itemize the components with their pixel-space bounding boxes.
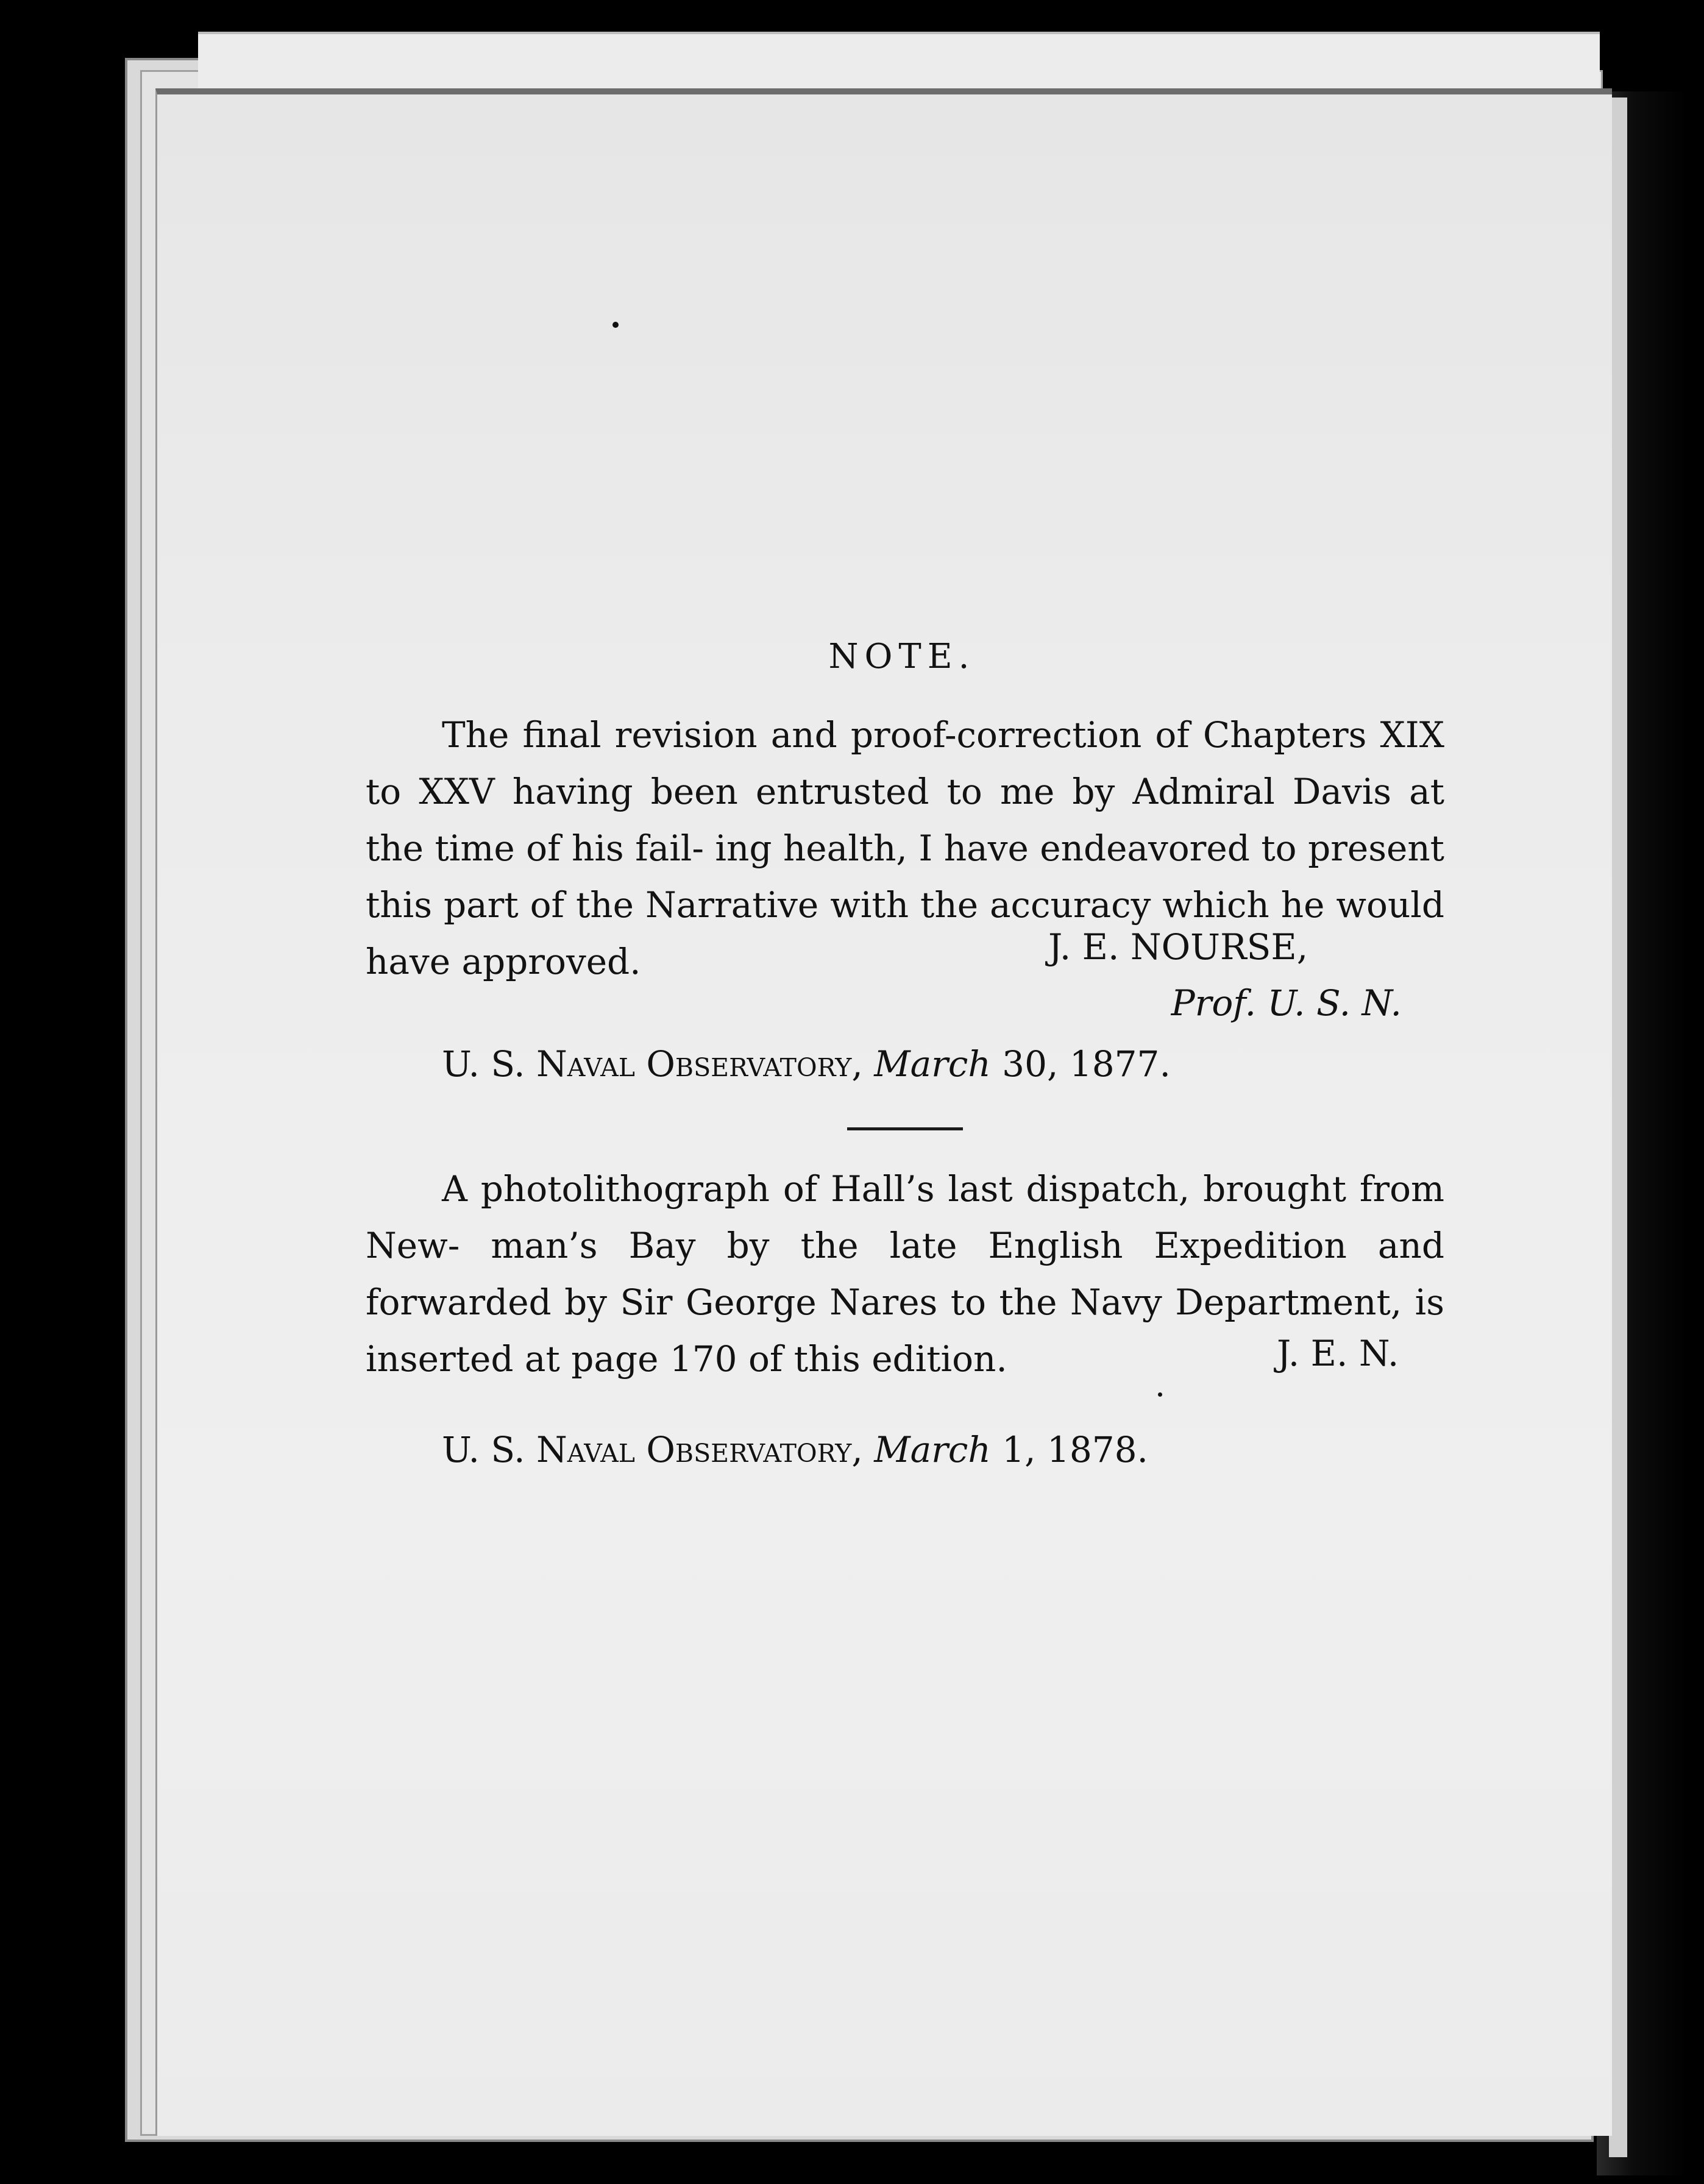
ink-speck	[1158, 1392, 1162, 1397]
dateline-place: U. S. Naval Observatory,	[442, 1429, 863, 1470]
section-divider	[847, 1127, 963, 1130]
note-paragraph: The final revision and proof-correction of Chapters XIX to XXV having been entrusted to me by Admiral Davis at the time of his fail- ing health, I have endeavored to present this part of the Narrative with the accuracy which he would have approved.	[366, 714, 1444, 982]
document-page	[155, 88, 1612, 2136]
dateline-month: March	[874, 1429, 991, 1470]
dateline-place: U. S. Naval Observatory,	[442, 1043, 863, 1085]
dateline-date: 30, 1877.	[1002, 1043, 1171, 1085]
signature-name: J. E. NOURSE,	[1048, 926, 1308, 968]
dateline-month: March	[874, 1043, 991, 1085]
addendum-dateline	[442, 1429, 1148, 1470]
dateline-date: 1, 1878.	[1002, 1429, 1148, 1470]
note-heading: NOTE.	[828, 637, 976, 676]
note-dateline	[442, 1043, 1171, 1085]
ink-speck	[612, 322, 619, 328]
signature-title: Prof. U. S. N.	[1171, 982, 1402, 1024]
addendum-paragraph: A photolithograph of Hall’s last dispatch, brought from New- man’s Bay by the late English Expedition and forwarded by Sir George Nares to the Navy Department, is inserted at page 170 of this edition.	[366, 1168, 1444, 1380]
addendum-initials: J. E. N.	[1277, 1333, 1399, 1374]
